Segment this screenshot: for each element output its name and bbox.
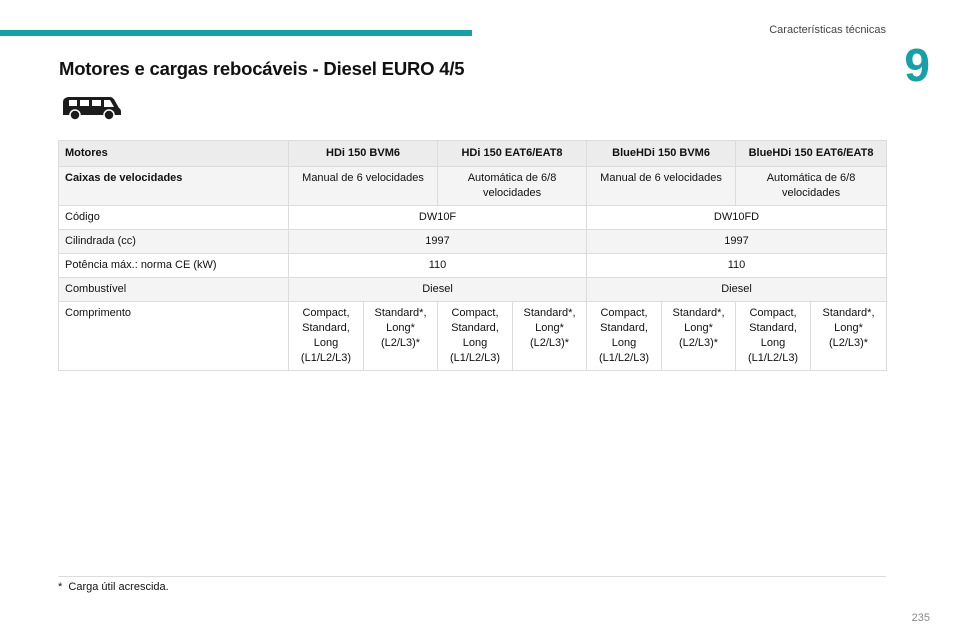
cell-line: Standard, (451, 322, 499, 334)
footnote-text: Carga útil acrescida. (68, 581, 169, 593)
cell-line: Compact, (302, 307, 350, 319)
table-cell: Automática de 6/8 velocidades (736, 167, 887, 206)
cell-line: Long* (386, 322, 415, 334)
row-label: Cilindrada (cc) (59, 230, 289, 254)
table-row (59, 206, 887, 230)
table-cell: Automática de 6/8 velocidades (438, 167, 587, 206)
cell-line: Standard*, (523, 307, 576, 319)
table-cell: Diesel (587, 278, 887, 302)
cell-line: Compact, (451, 307, 499, 319)
table-cell (513, 302, 587, 371)
cell-line: (L2/L3)* (529, 337, 570, 349)
column-header: HDi 150 EAT6/EAT8 (438, 141, 587, 167)
header-accent-bar (0, 30, 472, 36)
table-cell: DW10FD (587, 206, 887, 230)
page-number: 235 (911, 612, 930, 624)
cell-line: (L2/L3)* (828, 337, 869, 349)
table-row (59, 254, 887, 278)
cell-line: Standard, (302, 322, 350, 334)
table-cell: Manual de 6 velocidades (289, 167, 438, 206)
table-row (59, 230, 887, 254)
cell-line: Long (462, 337, 488, 349)
cell-line: Standard*, (374, 307, 427, 319)
table-row (59, 278, 887, 302)
cell-line: Long* (684, 322, 713, 334)
cell-line: (L1/L2/L3) (449, 352, 501, 364)
column-header: HDi 150 BVM6 (289, 141, 438, 167)
cell-line: Standard*, (672, 307, 725, 319)
cell-line: (L1/L2/L3) (747, 352, 799, 364)
row-label: Caixas de velocidades (59, 167, 289, 206)
cell-line: Compact, (749, 307, 797, 319)
cell-line: Compact, (600, 307, 648, 319)
cell-line: Long (313, 337, 339, 349)
row-label: Comprimento (59, 302, 289, 371)
table-row (59, 302, 887, 371)
table-cell (364, 302, 438, 371)
cell-line: (L1/L2/L3) (598, 352, 650, 364)
cell-line: (L1/L2/L3) (300, 352, 352, 364)
footnote (58, 581, 169, 593)
table-cell (587, 302, 662, 371)
column-header: Motores (59, 141, 289, 167)
row-label: Combustível (59, 278, 289, 302)
table-cell: 110 (587, 254, 887, 278)
table-cell (438, 302, 513, 371)
table-cell: 1997 (587, 230, 887, 254)
table-row (59, 167, 887, 206)
table-cell: 110 (289, 254, 587, 278)
cell-line: Standard*, (822, 307, 875, 319)
table-cell (736, 302, 811, 371)
section-header: Características técnicas (769, 24, 886, 36)
table-cell: Manual de 6 velocidades (587, 167, 736, 206)
cell-line: (L2/L3)* (380, 337, 421, 349)
table-cell (811, 302, 887, 371)
cell-line: Long* (834, 322, 863, 334)
cell-line: Long (760, 337, 786, 349)
footnote-mark: * (58, 581, 63, 593)
row-label: Código (59, 206, 289, 230)
van-icon (60, 93, 122, 121)
table-cell (662, 302, 736, 371)
engine-spec-table (58, 140, 887, 371)
cell-line: Long* (535, 322, 564, 334)
cell-line: Standard, (600, 322, 648, 334)
table-header-row (59, 141, 887, 167)
cell-line: Long (611, 337, 637, 349)
row-label: Potência máx.: norma CE (kW) (59, 254, 289, 278)
footnote-divider (58, 576, 886, 577)
column-header: BlueHDi 150 BVM6 (587, 141, 736, 167)
cell-line: Standard, (749, 322, 797, 334)
table-cell: Diesel (289, 278, 587, 302)
cell-line: (L2/L3)* (678, 337, 719, 349)
table-cell: DW10F (289, 206, 587, 230)
chapter-number: 9 (904, 39, 930, 91)
table-cell (289, 302, 364, 371)
column-header: BlueHDi 150 EAT6/EAT8 (736, 141, 887, 167)
table-cell: 1997 (289, 230, 587, 254)
page-title: Motores e cargas rebocáveis - Diesel EURO 4/5 (59, 58, 465, 79)
